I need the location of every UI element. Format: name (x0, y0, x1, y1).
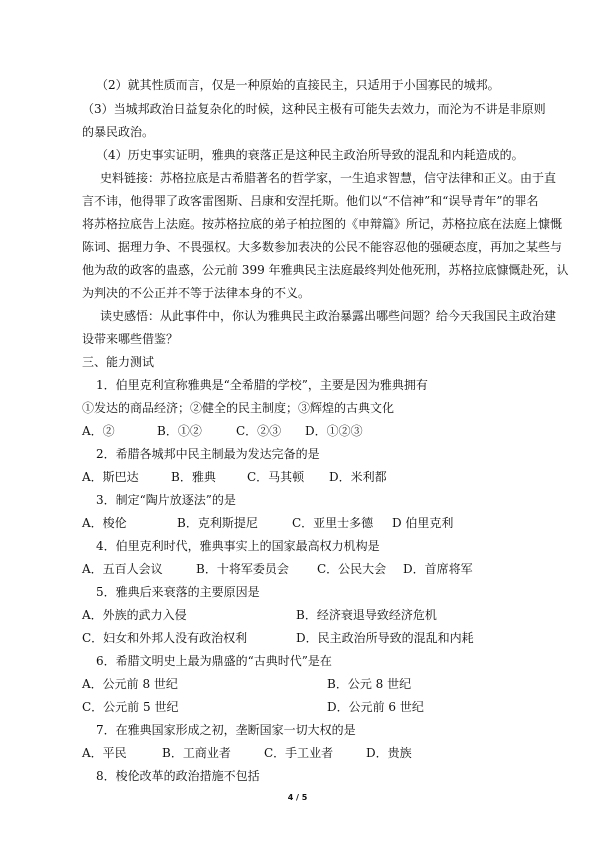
material-line-3: 将苏格拉底告上法庭。按苏格拉底的弟子柏拉图的《申辩篇》所记，苏格拉底在法庭上慷慨 (82, 217, 563, 231)
question-8-stem: 8．梭伦改革的政治措施不包括 (96, 769, 260, 783)
question-6-option-b: B．公元 8 世纪 (327, 677, 412, 691)
question-2-option-d: D．米利都 (329, 470, 387, 484)
question-6-option-a: A．公元前 8 世纪 (82, 677, 178, 691)
question-1-option-a: A．② (82, 424, 115, 438)
question-5-option-c: C．妇女和外邦人没有政治权利 (82, 631, 248, 645)
question-6-stem: 6．希腊文明史上最为鼎盛的“古典时代”是在 (96, 654, 332, 668)
question-1-option-b: B．①② (157, 424, 202, 438)
question-4-option-d: D．首席将军 (403, 562, 473, 576)
item-3-line1: （3）当城邦政治日益复杂化的时候，这种民主极有可能失去效力，而沦为不讲是非原则 (82, 102, 546, 116)
question-6-option-c: C．公元前 5 世纪 (82, 700, 179, 714)
question-1-sub: ①发达的商品经济；②健全的民主制度；③辉煌的古典文化 (82, 401, 395, 415)
item-3-line2: 的暴民政治。 (82, 125, 155, 139)
material-line-4: 陈词、据理力争、不畏强权。大多数参加表决的公民不能容忍他的强硬态度，再加之某些与 (82, 240, 563, 254)
question-1-option-c: C．②③ (236, 424, 282, 438)
item-4: （4）历史事实证明，雅典的衰落正是这种民主政治所导致的混乱和内耗造成的。 (96, 148, 524, 162)
question-5-stem: 5．雅典后来衰落的主要原因是 (96, 585, 260, 599)
question-3-option-c: C．亚里士多德 (292, 516, 374, 530)
question-7-stem: 7．在雅典国家形成之初，垄断国家一切大权的是 (96, 723, 356, 737)
question-4-stem: 4．伯里克利时代，雅典事实上的国家最高权力机构是 (96, 539, 380, 553)
question-3-stem: 3．制定“陶片放逐法”的是 (96, 493, 236, 507)
material-line-2: 言不讳，他得罪了政客雷图斯、吕康和安涅托斯。他们以“不信神”和“误导青年”的罪名 (82, 194, 539, 208)
question-7-option-a: A．平民 (82, 746, 127, 760)
question-7-option-c: C．手工业者 (264, 746, 334, 760)
question-4-option-c: C．公民大会 (317, 562, 387, 576)
question-3-option-a: A．梭伦 (82, 516, 127, 530)
question-2-option-c: C．马其顿 (247, 470, 305, 484)
question-5-option-d: D．民主政治所导致的混乱和内耗 (296, 631, 474, 645)
question-2-option-a: A．斯巴达 (82, 470, 139, 484)
question-3-option-b: B．克利斯提尼 (177, 516, 258, 530)
question-7-option-d: D．贵族 (366, 746, 412, 760)
question-2-option-b: B．雅典 (171, 470, 216, 484)
question-5-option-b: B．经济衰退导致经济危机 (296, 608, 437, 622)
question-3-option-d: D 伯里克利 (392, 516, 454, 530)
item-2: （2）就其性质而言，仅是一种原始的直接民主，只适用于小国寡民的城邦。 (96, 78, 500, 92)
question-1-option-d: D．①②③ (305, 424, 363, 438)
question-7-option-b: B．工商业者 (162, 746, 231, 760)
question-2-stem: 2．希腊各城邦中民主制最为发达完备的是 (96, 447, 320, 461)
material-line-5: 他为敌的政客的蛊惑，公元前 399 年雅典民主法庭最终判处他死刑，苏格拉底慷慨赴死，认 (82, 263, 569, 277)
reflection-line-1: 读史感悟：从此事件中，你认为雅典民主政治暴露出哪些问题？给今天我国民主政治建 (100, 309, 557, 323)
question-6-option-d: D．公元前 6 世纪 (327, 700, 424, 714)
question-1-stem: 1．伯里克利宣称雅典是“全希腊的学校”，主要是因为雅典拥有 (96, 378, 428, 392)
section-title: 三、能力测试 (82, 355, 155, 369)
material-line-1: 史料链接：苏格拉底是古希腊著名的哲学家，一生追求智慧，信守法律和正义。由于直 (100, 171, 557, 185)
material-line-6: 为判决的不公正并不等于法律本身的不义。 (82, 286, 311, 300)
reflection-line-2: 设带来哪些借鉴？ (82, 332, 179, 346)
page-number: 4 / 5 (287, 793, 308, 802)
question-4-option-a: A．五百人会议 (82, 562, 163, 576)
question-4-option-b: B．十将军委员会 (196, 562, 289, 576)
question-5-option-a: A．外族的武力入侵 (82, 608, 187, 622)
